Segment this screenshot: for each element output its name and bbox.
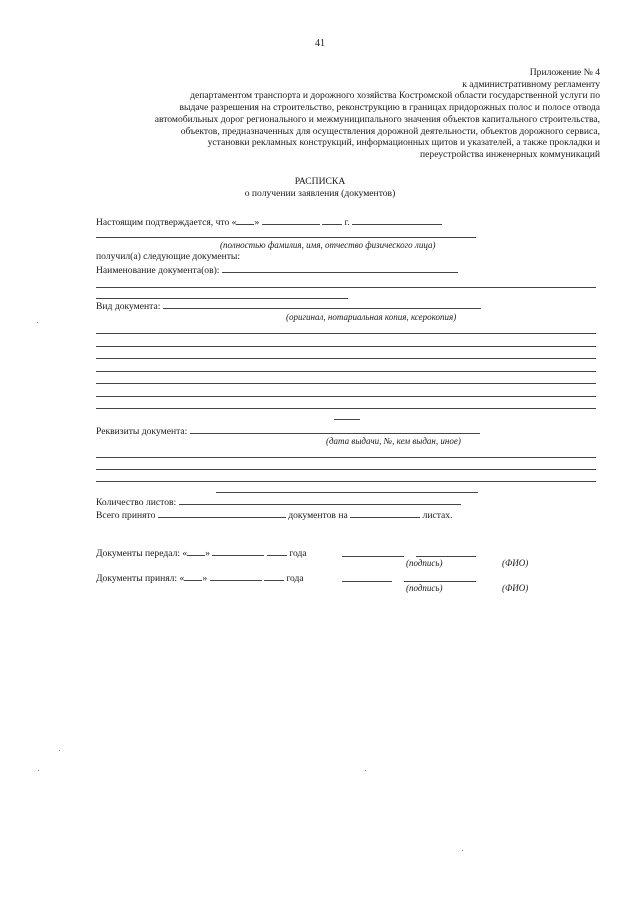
transferred-fio-line[interactable] bbox=[416, 556, 476, 557]
header-line: департаментом транспорта и дорожного хозяйства Костромской области государственной услуги по bbox=[190, 90, 600, 102]
accepted-signature-line[interactable] bbox=[342, 581, 392, 582]
sheets-blank[interactable] bbox=[179, 495, 461, 505]
transferred-year-blank[interactable] bbox=[267, 546, 287, 556]
scan-speck bbox=[59, 750, 60, 751]
confirm-line bbox=[96, 215, 442, 229]
doc-type-label: Вид документа: bbox=[96, 301, 161, 312]
accepted-signature-hint: (подпись) bbox=[406, 583, 443, 593]
transferred-month-blank[interactable] bbox=[212, 546, 264, 556]
year-blank[interactable] bbox=[322, 215, 342, 225]
page-number: 41 bbox=[315, 38, 325, 49]
scan-speck bbox=[37, 322, 38, 323]
docs-on-text: документов на bbox=[288, 510, 348, 521]
header-line: объектов, предназначенных для осуществления дорожной деятельности, объектов дорожного сервиса, bbox=[180, 125, 600, 137]
doc-type-line[interactable] bbox=[96, 358, 596, 359]
requisites-line[interactable] bbox=[96, 469, 596, 470]
doc-type-line[interactable] bbox=[96, 371, 596, 372]
header-line: выдаче разрешения на строительство, реконструкцию в границах придорожных полос и полосе отвода bbox=[179, 102, 600, 114]
scan-speck bbox=[365, 770, 366, 771]
receipt-subtitle: о получении заявления (документов) bbox=[244, 188, 396, 199]
header-line: Приложение № 4 bbox=[529, 67, 600, 78]
sheets-label: Количество листов: bbox=[96, 497, 177, 508]
total-row bbox=[96, 508, 453, 522]
accepted-year-blank[interactable] bbox=[264, 571, 284, 581]
received-text: получил(а) следующие документы: bbox=[96, 251, 241, 262]
requisites-line-short[interactable] bbox=[216, 492, 478, 493]
accepted-row bbox=[96, 571, 304, 585]
doc-name-label: Наименование документа(ов): bbox=[96, 265, 220, 276]
doc-type-line[interactable] bbox=[96, 383, 596, 384]
quote-close: » bbox=[254, 217, 260, 228]
transferred-label: Документы передал: « bbox=[96, 548, 188, 559]
sheets-row bbox=[96, 495, 461, 509]
doc-type-row bbox=[96, 299, 481, 313]
header-line: переустройства инженерных коммуникаций bbox=[420, 148, 600, 160]
doc-type-line[interactable] bbox=[96, 346, 596, 347]
day-blank[interactable] bbox=[236, 215, 254, 225]
requisites-hint: (дата выдачи, №, кем выдан, иное) bbox=[326, 436, 461, 446]
quote-close: » bbox=[202, 573, 208, 584]
requisites-blank[interactable] bbox=[190, 424, 480, 434]
header-line: автомобильных дорог регионального и межмуниципального значения объектов капитального строительства, bbox=[154, 113, 600, 125]
transferred-signature-hint: (подпись) bbox=[406, 558, 443, 568]
header-line: к административному регламенту bbox=[462, 78, 600, 90]
doc-type-line[interactable] bbox=[96, 408, 596, 409]
transferred-day-blank[interactable] bbox=[187, 546, 205, 556]
sheets-word: листах. bbox=[422, 510, 453, 521]
fio-line[interactable] bbox=[96, 237, 476, 238]
confirm-prefix: Настоящим подтверждается, что « bbox=[96, 217, 237, 228]
scan-speck bbox=[462, 850, 463, 851]
year-word: года bbox=[286, 573, 304, 584]
fio-hint: (полностью фамилия, имя, отчество физического лица) bbox=[220, 240, 436, 250]
doc-name-row bbox=[96, 263, 458, 277]
scan-speck bbox=[38, 770, 39, 771]
total-label: Всего принято bbox=[96, 510, 156, 521]
requisites-line[interactable] bbox=[96, 457, 596, 458]
doc-type-hint: (оригинал, нотариальная копия, ксерокопия) bbox=[286, 312, 457, 322]
quote-close: » bbox=[205, 548, 211, 559]
doc-type-line-short[interactable] bbox=[334, 419, 360, 420]
year-word: года bbox=[289, 548, 307, 559]
doc-name-line[interactable] bbox=[96, 287, 596, 288]
month-blank[interactable] bbox=[262, 215, 320, 225]
accepted-label: Документы принял: « bbox=[96, 573, 185, 584]
total-docs-blank[interactable] bbox=[158, 508, 286, 518]
requisites-label: Реквизиты документа: bbox=[96, 426, 188, 437]
confirm-tail-blank[interactable] bbox=[352, 215, 442, 225]
receipt-title: РАСПИСКА bbox=[294, 176, 346, 187]
doc-name-blank[interactable] bbox=[222, 263, 458, 273]
requisites-line[interactable] bbox=[96, 481, 596, 482]
accepted-month-blank[interactable] bbox=[210, 571, 262, 581]
accepted-fio-hint: (ФИО) bbox=[502, 583, 529, 593]
doc-type-line[interactable] bbox=[96, 333, 596, 334]
doc-type-blank[interactable] bbox=[163, 299, 481, 309]
transferred-signature-line[interactable] bbox=[342, 556, 404, 557]
transferred-row bbox=[96, 546, 307, 560]
accepted-day-blank[interactable] bbox=[184, 571, 202, 581]
accepted-fio-line[interactable] bbox=[404, 581, 476, 582]
doc-type-line[interactable] bbox=[96, 396, 596, 397]
header-line: установки рекламных конструкций, информационных щитов и указателей, а также прокладки и bbox=[207, 137, 600, 149]
year-suffix: г. bbox=[344, 217, 350, 228]
transferred-fio-hint: (ФИО) bbox=[502, 558, 529, 568]
total-sheets-blank[interactable] bbox=[350, 508, 420, 518]
appendix-header bbox=[155, 67, 600, 161]
